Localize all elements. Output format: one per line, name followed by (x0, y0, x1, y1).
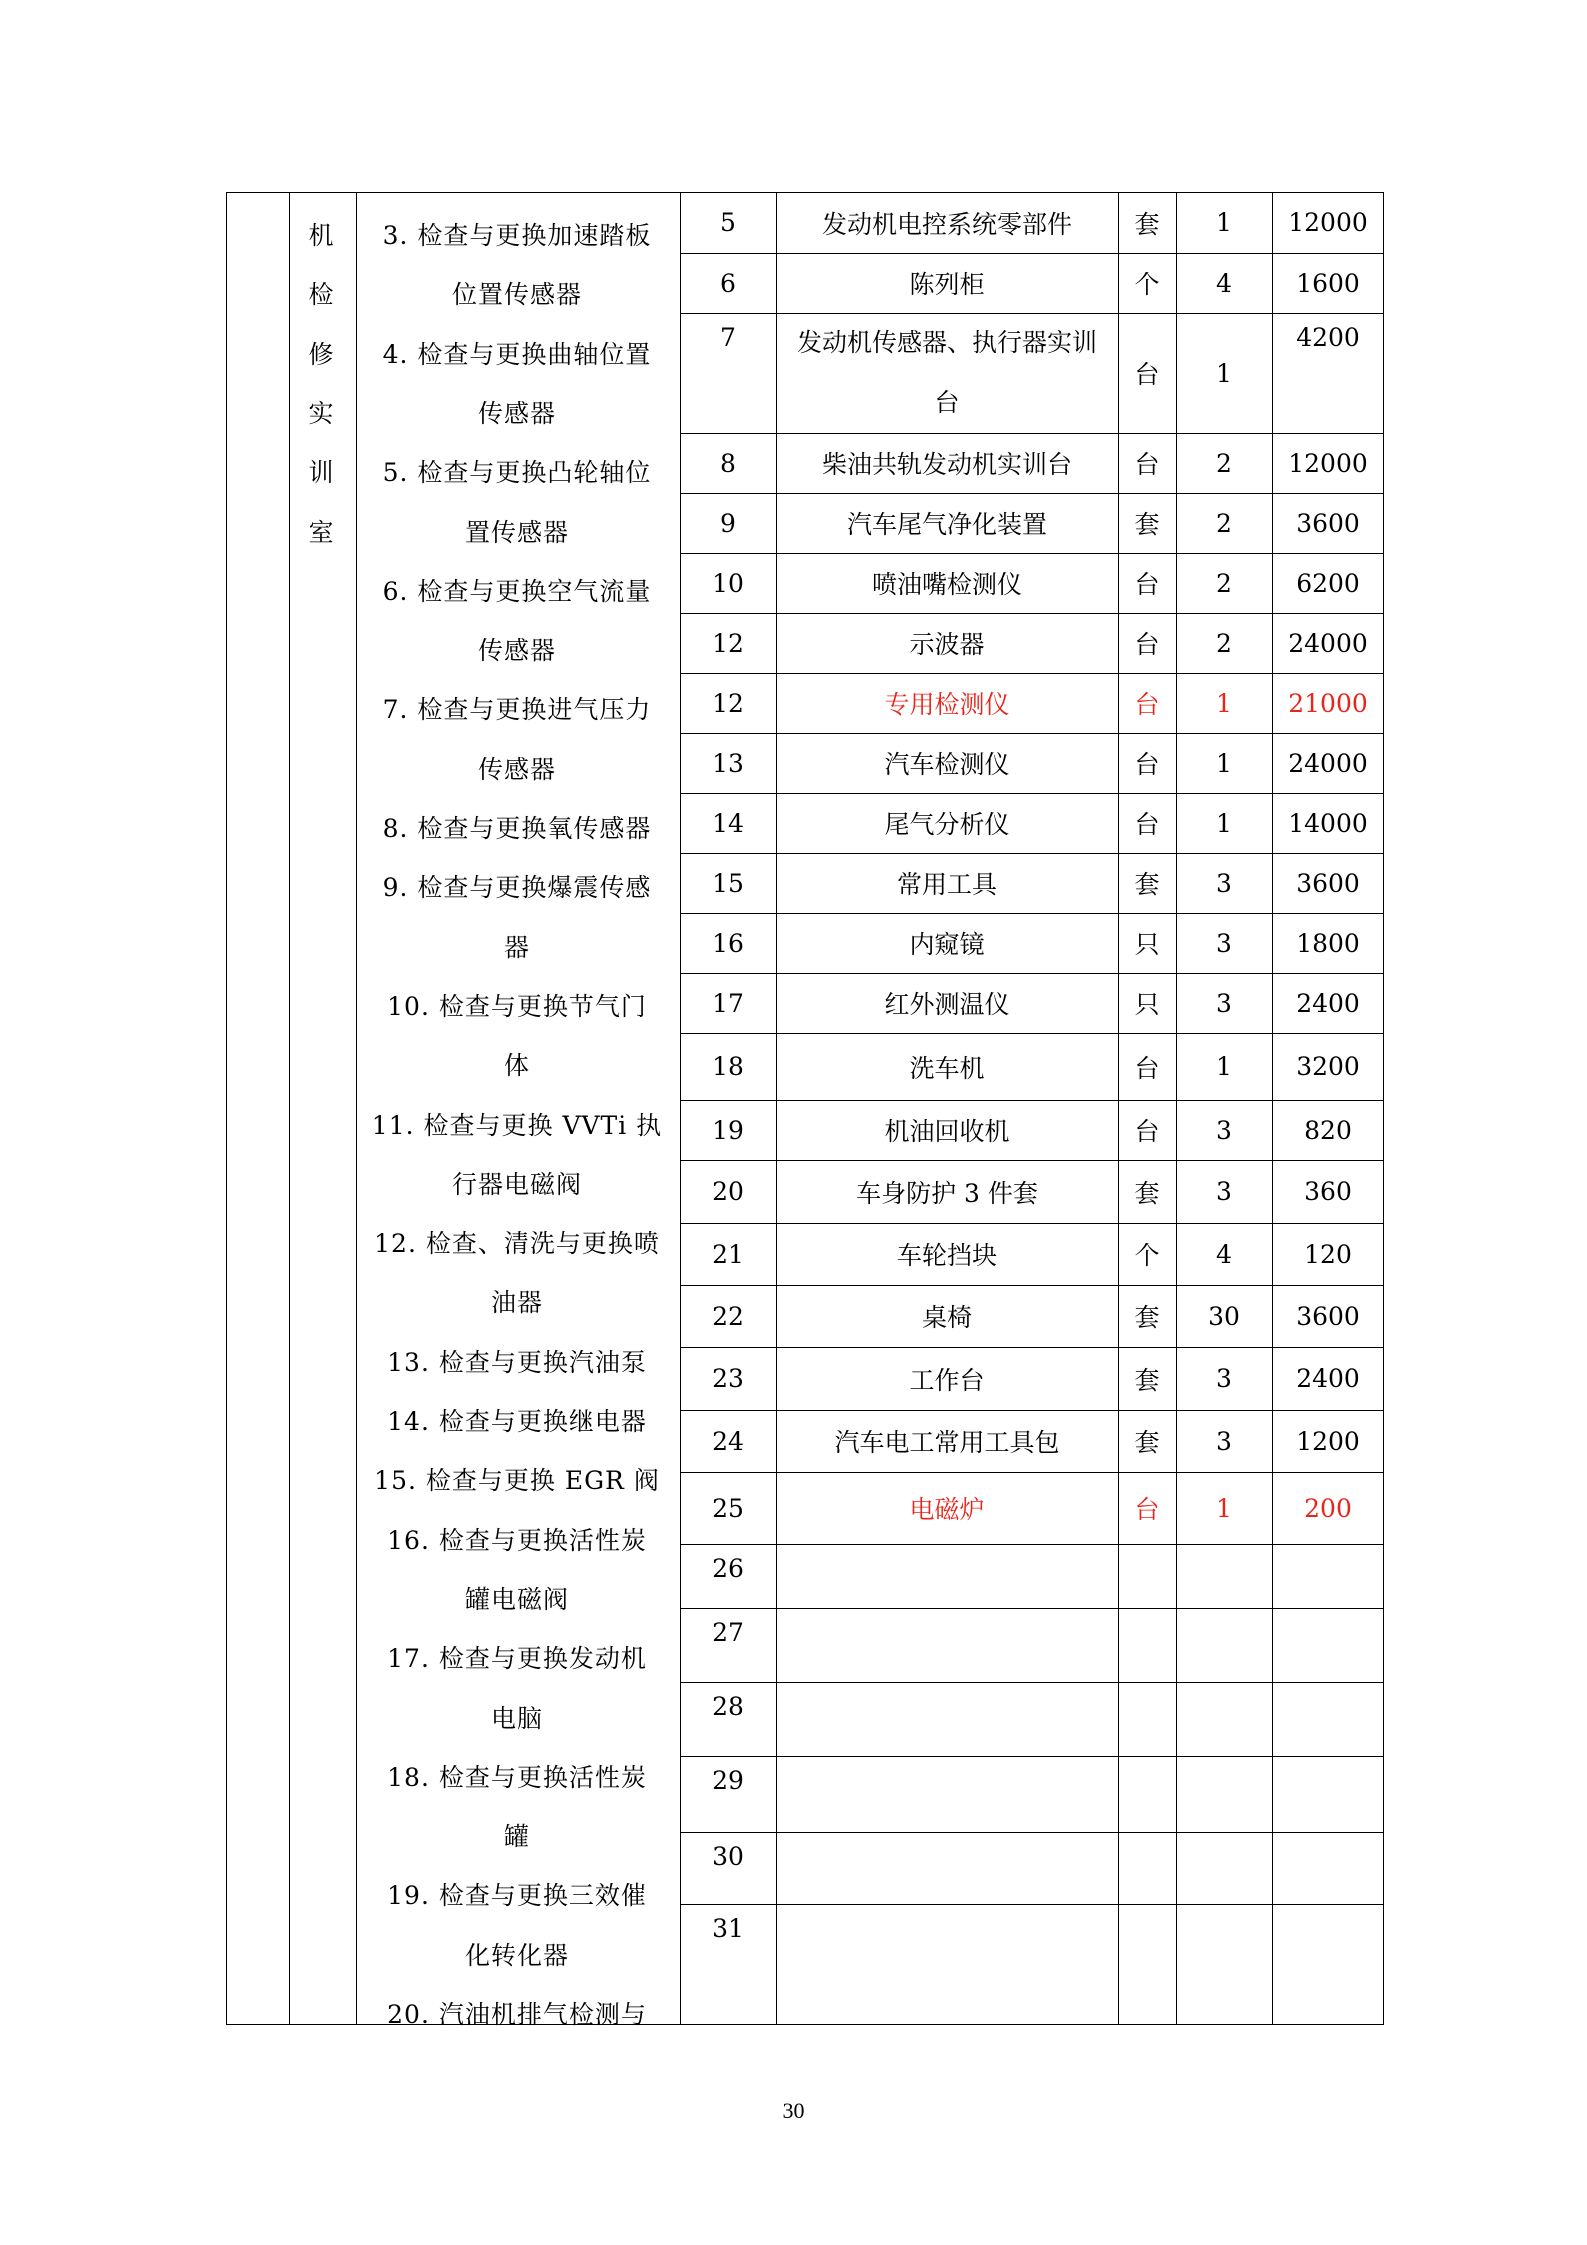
equipment-name-cell: 机油回收机 (884, 1117, 1010, 1146)
equipment-name-cell: 发动机电控系统零部件 (821, 209, 1072, 239)
task-line: 8. 检查与更换氧传感器 (382, 814, 652, 843)
room-label-char: 实 (308, 398, 334, 428)
row-number-cell: 10 (712, 568, 744, 598)
row-number-cell: 17 (712, 988, 744, 1018)
unit-cell: 台 (1134, 1053, 1160, 1083)
quantity-cell: 2 (1216, 568, 1232, 598)
unit-cell: 套 (1134, 870, 1160, 899)
quantity-cell: 3 (1216, 1115, 1232, 1145)
equipment-name-cell: 桌椅 (921, 1303, 972, 1332)
task-line: 6. 检查与更换空气流量 (382, 576, 652, 606)
task-line: 11. 检查与更换 VVTi 执 (371, 1110, 663, 1140)
quantity-cell: 1 (1216, 688, 1232, 718)
unit-cell: 台 (1134, 450, 1160, 479)
page-number: 30 (782, 2098, 805, 2123)
quantity-cell: 1 (1216, 208, 1232, 237)
row-number-cell: 25 (712, 1493, 744, 1523)
equipment-name-cell (776, 1904, 1118, 2025)
unit-cell: 个 (1134, 270, 1160, 299)
unit-cell (1118, 1904, 1176, 2025)
equipment-name-cell: 电磁炉 (909, 1495, 985, 1524)
quantity-cell (1176, 1608, 1272, 1682)
price-cell: 4200 (1296, 323, 1360, 352)
unit-cell (1118, 1756, 1176, 1832)
quantity-cell: 3 (1216, 868, 1232, 898)
task-line: 13. 检查与更换汽油泵 (387, 1347, 647, 1377)
price-cell (1272, 1904, 1384, 2025)
task-line: 体 (503, 1051, 530, 1081)
task-line: 5. 检查与更换凸轮轴位 (382, 458, 652, 488)
unit-cell: 套 (1134, 1428, 1160, 1457)
quantity-cell: 3 (1216, 1364, 1232, 1393)
task-line: 器 (503, 932, 530, 962)
row-number-cell: 30 (712, 1842, 744, 1871)
row-number-cell: 19 (712, 1115, 744, 1145)
price-cell: 2400 (1296, 1364, 1360, 1393)
task-line: 4. 检查与更换曲轴位置 (382, 339, 652, 369)
row-number-cell: 21 (712, 1239, 744, 1269)
task-line: 16. 检查与更换活性炭 (387, 1525, 647, 1555)
row-number-cell: 14 (712, 808, 744, 838)
task-line: 18. 检查与更换活性炭 (387, 1762, 647, 1792)
row-number-cell: 28 (712, 1692, 744, 1721)
unit-cell (1118, 1608, 1176, 1682)
unit-cell: 台 (1134, 570, 1160, 599)
unit-cell: 套 (1134, 1303, 1160, 1332)
price-cell (1272, 1608, 1384, 1682)
quantity-cell: 3 (1216, 928, 1232, 958)
quantity-cell (1176, 1682, 1272, 1756)
task-line: 油器 (490, 1288, 543, 1318)
row-number-cell: 12 (712, 628, 744, 658)
equipment-name-cell: 汽车尾气净化装置 (846, 510, 1047, 539)
quantity-cell: 1 (1216, 1052, 1232, 1081)
task-line: 9. 检查与更换爆震传感 (382, 873, 652, 903)
task-line: 20. 汽油机排气检测与 (387, 2000, 647, 2029)
price-cell: 2400 (1296, 988, 1360, 1018)
task-line: 置传感器 (464, 517, 569, 547)
quantity-cell: 30 (1208, 1301, 1240, 1331)
quantity-cell: 1 (1216, 1493, 1232, 1523)
equipment-name-cell (776, 1682, 1118, 1756)
row-number-cell: 9 (720, 508, 736, 538)
task-line: 3. 检查与更换加速踏板 (382, 221, 652, 250)
equipment-name-cell: 陈列柜 (909, 270, 985, 299)
price-cell: 24000 (1288, 748, 1368, 778)
equipment-name-cell (776, 1832, 1118, 1904)
unit-cell: 个 (1134, 1241, 1160, 1270)
equipment-name-cell: 红外测温仪 (884, 990, 1010, 1019)
unit-cell: 套 (1134, 510, 1160, 539)
room-label-char: 检 (308, 280, 334, 310)
task-line: 行器电磁阀 (451, 1169, 582, 1199)
task-line: 罐电磁阀 (464, 1584, 569, 1614)
task-line: 传感器 (477, 754, 556, 784)
unit-cell: 只 (1134, 990, 1160, 1019)
price-cell (1272, 1682, 1384, 1756)
quantity-cell: 3 (1216, 1177, 1232, 1206)
task-line: 10. 检查与更换节气门 (387, 991, 647, 1021)
row-number-cell: 26 (712, 1554, 744, 1583)
task-line: 电脑 (490, 1703, 543, 1733)
unit-cell: 台 (1134, 1495, 1160, 1524)
equipment-name-cell (776, 1608, 1118, 1682)
task-line: 传感器 (477, 636, 556, 666)
equipment-name-cell: 常用工具 (896, 870, 997, 899)
task-line: 化转化器 (464, 1940, 569, 1970)
unit-cell: 台 (1134, 1117, 1160, 1146)
equipment-name-cell: 汽车检测仪 (884, 750, 1010, 779)
unit-cell (1118, 1682, 1176, 1756)
price-cell (1272, 1756, 1384, 1832)
task-line: 位置传感器 (451, 280, 582, 310)
task-line: 19. 检查与更换三效催 (387, 1881, 647, 1911)
row-number-cell: 22 (712, 1301, 744, 1331)
price-cell (1272, 1832, 1384, 1904)
row-number-cell: 15 (712, 868, 744, 898)
row-number-cell: 7 (720, 323, 736, 352)
row-number-cell: 16 (712, 928, 744, 958)
task-line: 12. 检查、清洗与更换喷 (374, 1229, 660, 1259)
equipment-name-cell (776, 1544, 1118, 1608)
room-label-char: 室 (308, 517, 334, 547)
task-line: 7. 检查与更换进气压力 (382, 695, 652, 725)
equipment-name-cell: 示波器 (909, 630, 985, 659)
row-number-cell: 18 (712, 1052, 744, 1081)
price-cell: 1200 (1296, 1426, 1360, 1456)
task-line: 罐 (503, 1822, 530, 1852)
equipment-name-cell: 发动机传感器、执行器实训台 (796, 328, 1097, 417)
equipment-name-cell: 工作台 (909, 1365, 985, 1395)
equipment-name-cell: 汽车电工常用工具包 (834, 1428, 1060, 1457)
row-number-cell: 24 (712, 1426, 744, 1456)
row-number-cell: 12 (712, 688, 744, 718)
unit-cell (1118, 1832, 1176, 1904)
quantity-cell: 2 (1216, 628, 1232, 658)
price-cell: 14000 (1288, 808, 1368, 838)
unit-cell: 套 (1134, 1178, 1160, 1208)
price-cell: 3600 (1296, 868, 1360, 898)
quantity-cell: 1 (1216, 808, 1232, 838)
task-line: 15. 检查与更换 EGR 阀 (374, 1466, 660, 1496)
quantity-cell: 1 (1216, 748, 1232, 778)
quantity-cell: 3 (1216, 988, 1232, 1018)
price-cell: 360 (1304, 1177, 1352, 1206)
unit-cell: 只 (1134, 930, 1160, 959)
row-number-cell: 8 (720, 448, 736, 478)
price-cell: 3600 (1296, 1301, 1360, 1331)
equipment-name-cell: 尾气分析仪 (884, 810, 1010, 839)
room-label-char: 机 (308, 221, 334, 250)
price-cell: 1800 (1296, 928, 1360, 958)
unit-cell: 台 (1134, 690, 1160, 719)
task-line: 14. 检查与更换继电器 (387, 1407, 647, 1436)
equipment-name-cell: 内窥镜 (909, 930, 985, 959)
unit-cell: 台 (1134, 750, 1160, 779)
unit-cell: 台 (1134, 810, 1160, 839)
unit-cell: 套 (1134, 209, 1160, 239)
row-number-cell: 29 (712, 1766, 744, 1795)
unit-cell: 套 (1134, 1365, 1160, 1395)
equipment-name-cell: 专用检测仪 (884, 690, 1010, 719)
quantity-cell (1176, 1756, 1272, 1832)
price-cell: 12000 (1288, 448, 1368, 478)
price-cell: 200 (1304, 1493, 1352, 1523)
task-line: 17. 检查与更换发动机 (387, 1644, 647, 1674)
unit-cell: 台 (1134, 360, 1160, 389)
row-number-cell: 31 (712, 1914, 744, 1943)
quantity-cell (1176, 1544, 1272, 1608)
row-number-cell: 27 (712, 1618, 744, 1647)
price-cell: 3600 (1296, 508, 1360, 538)
row-number-cell: 5 (720, 208, 736, 237)
quantity-cell: 4 (1216, 268, 1232, 298)
room-label-char: 修 (308, 339, 334, 369)
price-cell: 12000 (1288, 208, 1368, 237)
price-cell: 120 (1304, 1239, 1352, 1269)
row-number-cell: 13 (712, 748, 744, 778)
unit-cell: 台 (1134, 630, 1160, 659)
price-cell: 6200 (1296, 568, 1360, 598)
equipment-name-cell: 喷油嘴检测仪 (871, 570, 1022, 599)
price-cell: 3200 (1296, 1052, 1360, 1081)
task-line: 传感器 (477, 398, 556, 428)
quantity-cell: 3 (1216, 1426, 1232, 1456)
equipment-name-cell: 洗车机 (909, 1053, 985, 1083)
quantity-cell: 2 (1216, 508, 1232, 538)
quantity-cell (1176, 1832, 1272, 1904)
price-cell: 21000 (1288, 688, 1368, 718)
price-cell: 24000 (1288, 628, 1368, 658)
equipment-name-cell: 柴油共轨发动机实训台 (821, 450, 1072, 479)
equipment-name-cell: 车身防护 3 件套 (856, 1178, 1038, 1208)
unit-cell (1118, 1544, 1176, 1608)
quantity-cell: 1 (1216, 358, 1232, 388)
equipment-name-cell (776, 1756, 1118, 1832)
quantity-cell: 4 (1216, 1239, 1232, 1269)
price-cell: 820 (1304, 1115, 1352, 1145)
row-number-cell: 20 (712, 1177, 744, 1206)
row-number-cell: 23 (712, 1364, 744, 1393)
equipment-name-cell: 车轮挡块 (896, 1241, 997, 1270)
quantity-cell: 2 (1216, 448, 1232, 478)
price-cell (1272, 1544, 1384, 1608)
quantity-cell (1176, 1904, 1272, 2025)
row-number-cell: 6 (720, 268, 736, 298)
room-label-char: 训 (308, 458, 334, 488)
price-cell: 1600 (1296, 268, 1360, 298)
